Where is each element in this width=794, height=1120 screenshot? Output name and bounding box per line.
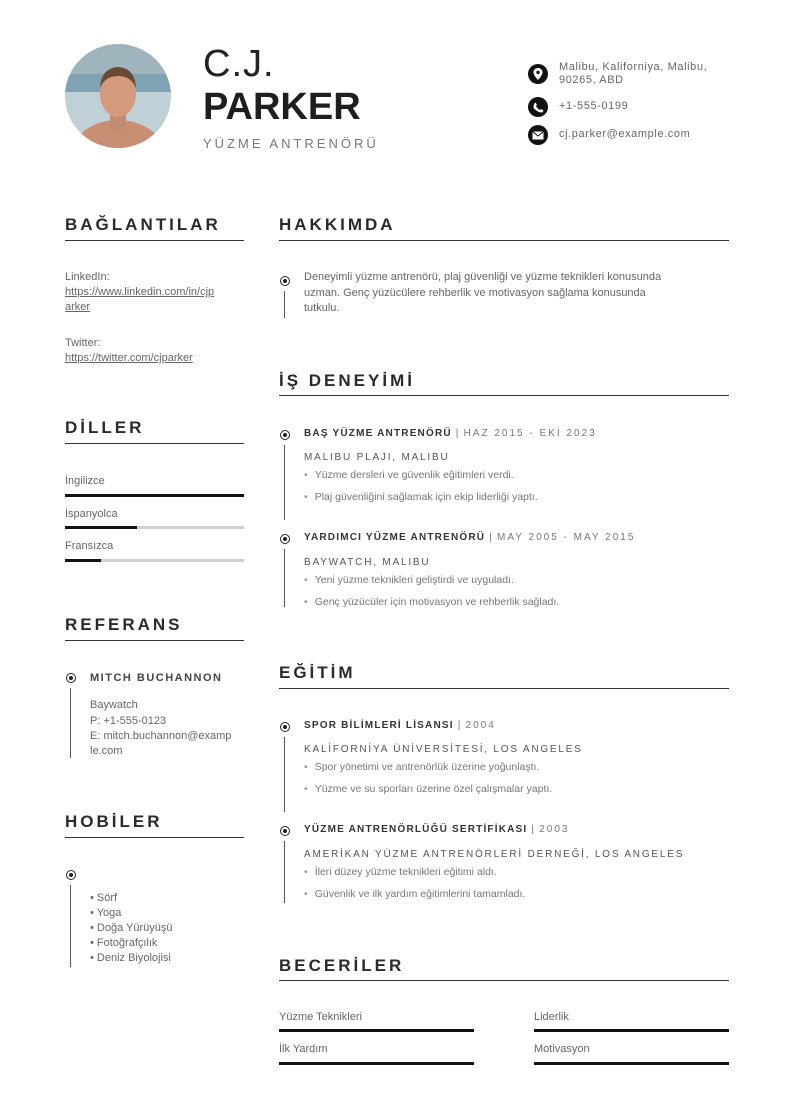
job-title: YARDIMCI YÜZME ANTRENÖRÜ — [304, 532, 486, 543]
language-level-fill — [65, 559, 101, 562]
job-date: HAZ 2015 - EKİ 2023 — [463, 428, 597, 439]
linkedin-label: LinkedIn: — [65, 271, 110, 283]
hobby-item: • Doğa Yürüyüşü — [90, 922, 173, 934]
skill-bar — [279, 1062, 474, 1065]
section-rule — [65, 443, 244, 444]
degree-separator: | — [457, 720, 462, 731]
section-heading-reference: REFERANS — [65, 615, 183, 634]
timeline-marker-icon — [280, 430, 290, 440]
section-rule — [65, 640, 244, 641]
job-title: BAŞ YÜZME ANTRENÖRÜ — [304, 428, 452, 439]
reference-name: MITCH BUCHANNON — [90, 672, 223, 684]
section-heading-education: EĞİTİM — [279, 663, 356, 682]
timeline-line — [284, 841, 285, 903]
address-line-1: Malibu, Kaliforniya, Malibu, — [559, 61, 708, 73]
skill-name: İlk Yardım — [279, 1043, 328, 1055]
envelope-icon — [528, 125, 548, 145]
job-bullet: • Plaj güvenliğini sağlamak için ekip liderliği yaptı. — [304, 491, 538, 503]
first-name: C.J. — [203, 43, 275, 85]
section-heading-hobbies: HOBİLER — [65, 812, 163, 831]
hobby-item: • Fotoğrafçılık — [90, 937, 158, 949]
language-level-bar — [65, 559, 244, 562]
language-level-bar — [65, 526, 244, 529]
job-heading — [304, 428, 597, 439]
skill-bar — [534, 1029, 729, 1032]
education-bullet: • Yüzme ve su sporları üzerine özel çalışmalar yaptı. — [304, 783, 552, 795]
section-heading-skills: BECERİLER — [279, 956, 405, 975]
about-text: uzman. Genç yüzücülere rehberlik ve motivasyon sağlama konusunda — [304, 287, 646, 299]
section-rule — [279, 240, 729, 241]
language-name: Fransızca — [65, 540, 114, 552]
timeline-line — [70, 688, 71, 758]
job-organization: BAYWATCH, MALIBU — [304, 557, 431, 568]
job-organization: MALIBU PLAJI, MALIBU — [304, 452, 450, 463]
job-heading — [304, 532, 635, 543]
last-name: PARKER — [203, 86, 361, 128]
skill-bar — [534, 1062, 729, 1065]
job-separator: | — [455, 428, 460, 439]
section-rule — [279, 395, 729, 396]
language-name: İngilizce — [65, 475, 105, 487]
section-rule — [65, 240, 244, 241]
job-bullet: • Yüzme dersleri ve güvenlik eğitimleri verdi. — [304, 469, 514, 481]
skill-name: Liderlik — [534, 1011, 569, 1023]
education-bullet: • Spor yönetimi ve antrenörlük üzerine yoğunlaştı. — [304, 761, 539, 773]
section-heading-languages: DİLLER — [65, 418, 145, 437]
language-name: İspanyolca — [65, 508, 118, 520]
job-bullet: • Yeni yüzme teknikleri geliştirdi ve uyguladı. — [304, 574, 514, 586]
twitter-link[interactable]: https://twitter.com/cjparker — [65, 352, 193, 364]
reference-email-cont: le.com — [90, 745, 123, 757]
hobby-item: • Yoga — [90, 907, 122, 919]
job-date: MAY 2005 - MAY 2015 — [497, 532, 636, 543]
education-heading — [304, 720, 496, 731]
language-level-bar — [65, 494, 244, 497]
timeline-marker-icon — [280, 826, 290, 836]
about-text: tutkulu. — [304, 302, 340, 314]
reference-company: Baywatch — [90, 699, 138, 711]
email-text[interactable]: cj.parker@example.com — [559, 128, 691, 140]
timeline-line — [284, 549, 285, 607]
section-rule — [279, 980, 729, 981]
phone-text: +1-555-0199 — [559, 100, 629, 112]
section-heading-about: HAKKIMDA — [279, 215, 396, 234]
section-heading-experience: İŞ DENEYİMİ — [279, 371, 415, 390]
degree-title: SPOR BİLİMLERİ LİSANSI — [304, 720, 454, 731]
timeline-line — [284, 737, 285, 812]
education-bullet: • İleri düzey yüzme teknikleri eğitimi aldı. — [304, 866, 497, 878]
reference-email: E: mitch.buchannon@examp — [90, 730, 232, 742]
reference-phone: P: +1-555-0123 — [90, 715, 167, 727]
degree-separator: | — [531, 824, 536, 835]
job-bullet: • Genç yüzücüler için motivasyon ve rehberlik sağladı. — [304, 596, 559, 608]
education-heading — [304, 824, 569, 835]
twitter-label: Twitter: — [65, 337, 101, 349]
job-separator: | — [489, 532, 494, 543]
timeline-marker-icon — [280, 276, 290, 286]
address-line-2: 90265, ABD — [559, 74, 624, 86]
language-level-fill — [65, 526, 137, 529]
skill-name: Motivasyon — [534, 1043, 590, 1055]
timeline-marker-icon — [280, 534, 290, 544]
section-heading-links: BAĞLANTILAR — [65, 215, 221, 234]
phone-icon — [528, 97, 548, 117]
profile-photo — [65, 44, 171, 148]
timeline-line — [70, 885, 71, 967]
about-text: Deneyimli yüzme antrenörü, plaj güvenliği ve yüzme teknikleri konusunda — [304, 271, 662, 283]
education-institution: KALİFORNİYA ÜNİVERSİTESİ, LOS ANGELES — [304, 744, 583, 755]
language-level-fill — [65, 494, 244, 497]
timeline-marker-icon — [66, 673, 76, 683]
job-title: YÜZME ANTRENÖRÜ — [203, 136, 379, 151]
education-institution: AMERİKAN YÜZME ANTRENÖRLERİ DERNEĞİ, LOS ANGELES — [304, 849, 685, 860]
hobby-item: • Sörf — [90, 892, 118, 904]
skill-bar — [279, 1029, 474, 1032]
linkedin-link-cont[interactable]: arker — [65, 301, 91, 313]
section-rule — [279, 688, 729, 689]
hobby-item: • Deniz Biyolojisi — [90, 952, 171, 964]
education-bullet: • Güvenlik ve ilk yardım eğitimlerini tamamladı. — [304, 888, 525, 900]
location-pin-icon — [528, 64, 548, 84]
degree-date: 2004 — [465, 720, 496, 731]
timeline-line — [284, 445, 285, 520]
timeline-line — [284, 291, 285, 318]
degree-date: 2003 — [539, 824, 570, 835]
timeline-marker-icon — [280, 722, 290, 732]
skill-name: Yüzme Teknikleri — [279, 1011, 362, 1023]
degree-title: YÜZME ANTRENÖRLÜĞÜ SERTİFİKASI — [304, 824, 528, 835]
timeline-marker-icon — [66, 870, 76, 880]
section-rule — [65, 837, 244, 838]
linkedin-link[interactable]: https://www.linkedin.com/in/cjp — [65, 286, 215, 298]
